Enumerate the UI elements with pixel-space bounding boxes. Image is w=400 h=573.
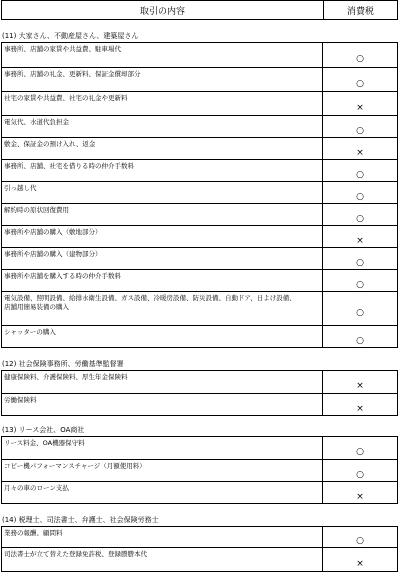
table-row: [2, 325, 397, 347]
table-row: [2, 527, 397, 547]
tax-mark: ○: [356, 335, 364, 346]
tax-mark: ○: [356, 191, 364, 202]
table-row: [2, 459, 397, 481]
section-title: (14) 税理士、司法書士、弁護士、社会保険労務士: [2, 516, 159, 524]
tax-mark: ×: [356, 558, 364, 569]
header-content-label: 取引の内容: [2, 1, 324, 19]
tax-mark: ○: [356, 78, 364, 89]
table-row: [2, 203, 397, 225]
row-description-line: 電気設備、照明設備、給排水衛生設備、ガス設備、冷暖房設備、防災設備、自動ドア、日よけ設備、: [4, 294, 296, 302]
tax-mark: ×: [356, 491, 364, 502]
row-description: 事務所、店舗の礼金、更新料、保証金償却部分: [2, 68, 323, 91]
table-row: [2, 291, 397, 325]
table-row: [2, 181, 397, 203]
tax-mark: ×: [356, 403, 364, 414]
row-description: 解約時の原状回復費用: [2, 204, 323, 225]
row-description-line: 店舗用簡易装備の購入: [4, 303, 69, 311]
row-description: 引っ越し代: [2, 182, 323, 203]
tax-mark: ○: [356, 125, 364, 136]
row-description: 事務所、店舗の家賃や共益費、駐車場代: [2, 43, 323, 67]
table-row: [2, 393, 397, 415]
header-tax-label: 消費税: [346, 6, 374, 17]
tax-mark: ○: [356, 169, 364, 180]
tax-mark: ×: [356, 102, 364, 113]
table-row: [2, 91, 397, 115]
tax-mark: ×: [356, 381, 364, 391]
row-description: 敷金、保証金の預け入れ、返金: [2, 138, 323, 159]
table-row: [2, 137, 397, 159]
row-description: 労働保険料: [2, 394, 323, 415]
row-description: 月々の車のローン支払: [2, 482, 323, 503]
table-row: [2, 159, 397, 181]
row-description: 事務所、店舗、社宅を借りる時の仲介手数料: [2, 160, 323, 181]
row-description: コピー機パフォーマンスチャージ（月額使用料）: [2, 460, 323, 481]
tax-mark: ○: [356, 307, 364, 318]
tax-mark: ○: [356, 54, 364, 64]
row-description: 司法書士が立て替えた登録免許税、登録謄謄本代: [2, 548, 323, 571]
table-row: [2, 437, 397, 459]
table-row: [2, 371, 397, 393]
row-description: 業務の報酬、顧問料: [2, 527, 323, 547]
section-table: [1, 526, 398, 572]
section-table: [1, 436, 398, 504]
tax-mark: ×: [356, 147, 364, 158]
section-table: [1, 370, 398, 416]
table-row: [2, 269, 397, 291]
row-description: [2, 292, 323, 325]
row-description: 健康保険料、介護保険料、厚生年金保険料: [2, 371, 323, 393]
row-description: 社宅の家賃や共益費、社宅の礼金や更新料: [2, 92, 323, 115]
table-row: [2, 67, 397, 91]
tax-mark: ○: [356, 536, 364, 546]
row-description: 事務所や店舗の購入（建物部分）: [2, 248, 323, 269]
row-description: リース料金、OA機器保守料: [2, 437, 323, 459]
row-description: 事務所や店舗を購入する時の仲介手数料: [2, 270, 323, 291]
section-table: [1, 42, 398, 348]
table-row: [2, 547, 397, 571]
table-header: [1, 0, 398, 20]
tax-mark: ×: [356, 235, 364, 246]
tax-mark: ○: [356, 469, 364, 480]
tax-mark: ○: [356, 257, 364, 268]
table-row: [2, 225, 397, 247]
section-title: (12) 社会保険事務所、労働基準監督署: [2, 360, 124, 368]
table-row: [2, 43, 397, 67]
row-description: 事務所や店舗の購入（敷地部分）: [2, 226, 323, 247]
table-row: [2, 247, 397, 269]
tax-mark: ○: [356, 447, 364, 457]
section-title: (13) リース会社、OA商社: [2, 426, 85, 434]
row-description: 電気代、水道代負担金: [2, 116, 323, 137]
section-title: (11) 大家さん、不動産屋さん、建築屋さん: [2, 32, 139, 40]
tax-mark: ○: [356, 279, 364, 290]
table-row: [2, 115, 397, 137]
row-description: シャッターの購入: [2, 326, 323, 347]
table-row: [2, 481, 397, 503]
tax-mark: ○: [356, 213, 364, 224]
